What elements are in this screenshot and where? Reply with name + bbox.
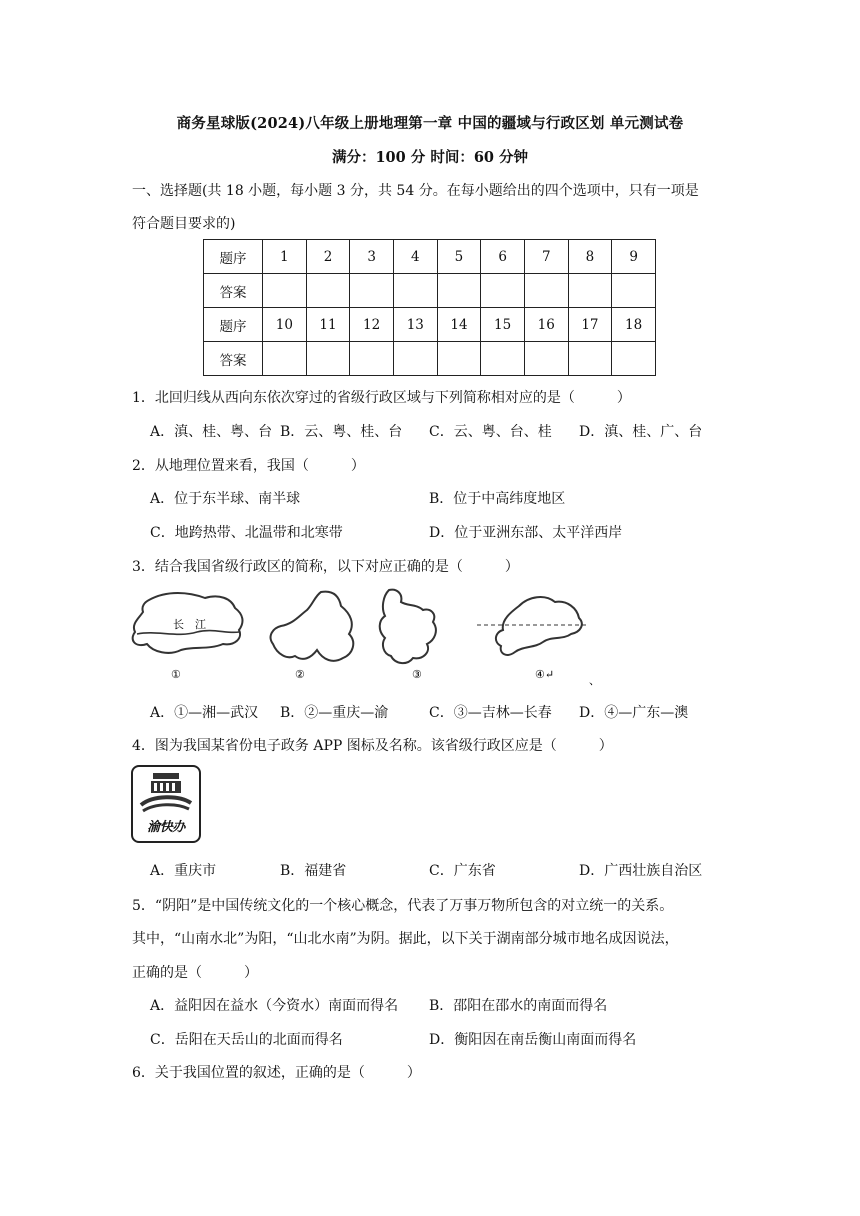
app-name-label: 渝快办: [147, 820, 185, 835]
question-5-stem-line3: 正确的是（ ）: [132, 965, 258, 981]
province-outline-maps: [127, 588, 600, 688]
app-icon-image: [131, 765, 201, 843]
map-trailing-mark: 、: [589, 674, 600, 687]
question-1-option-b[interactable]: B．云、粤、桂、台: [280, 424, 403, 440]
question-number: 8: [568, 240, 612, 274]
question-number: 18: [612, 308, 656, 342]
answer-cell[interactable]: [568, 342, 612, 376]
question-4-option-d[interactable]: D．广西壮族自治区: [579, 863, 703, 879]
question-5-option-b[interactable]: B．邵阳在邵水的南面而得名: [429, 998, 608, 1014]
table-row-label: 题序: [204, 240, 263, 274]
question-number: 14: [437, 308, 481, 342]
question-number: 1: [263, 240, 307, 274]
question-number: 3: [350, 240, 394, 274]
map-3-label: ③: [412, 668, 422, 681]
answer-cell[interactable]: [568, 274, 612, 308]
table-row: [204, 274, 656, 308]
answer-cell[interactable]: [306, 274, 350, 308]
answer-cell[interactable]: [612, 342, 656, 376]
table-row: [204, 308, 656, 342]
question-number: 11: [306, 308, 350, 342]
question-number: 2: [306, 240, 350, 274]
table-row-label: 答案: [204, 274, 263, 308]
question-2-option-c[interactable]: C．地跨热带、北温带和北寒带: [150, 525, 343, 541]
answer-cell[interactable]: [350, 274, 394, 308]
question-number: 9: [612, 240, 656, 274]
answer-cell[interactable]: [263, 342, 307, 376]
building-icon: [133, 767, 199, 817]
question-number: 5: [437, 240, 481, 274]
question-6-stem: 6．关于我国位置的叙述，正确的是（ ）: [132, 1065, 421, 1081]
table-row: [204, 342, 656, 376]
table-row-label: 题序: [204, 308, 263, 342]
answer-cell[interactable]: [524, 342, 568, 376]
question-5-stem-line1: 5．“阴阳”是中国传统文化的一个核心概念，代表了万事万物所包含的对立统一的关系。: [132, 898, 674, 914]
question-number: 4: [393, 240, 437, 274]
question-number: 6: [481, 240, 525, 274]
question-4-option-a[interactable]: A．重庆市: [150, 863, 217, 879]
page-title: 商务星球版(2024)八年级上册地理第一章 中国的疆域与行政区划 单元测试卷: [176, 115, 684, 132]
question-4-stem: 4．图为我国某省份电子政务 APP 图标及名称。该省级行政区应是（ ）: [132, 738, 613, 754]
question-5-option-a[interactable]: A．益阳因在益水（今资水）南面而得名: [150, 998, 399, 1014]
answer-cell[interactable]: [393, 342, 437, 376]
score-time-line: 满分：100 分 时间：60 分钟: [331, 149, 529, 166]
question-number: 16: [524, 308, 568, 342]
table-row: [204, 240, 656, 274]
map-4-label: ④↵: [535, 668, 555, 681]
question-2-option-a[interactable]: A．位于东半球、南半球: [150, 491, 301, 507]
answer-cell[interactable]: [350, 342, 394, 376]
question-5-stem-line2: 其中，“山南水北”为阳，“山北水南”为阴。据此，以下关于湖南部分城市地名成因说法，: [132, 931, 679, 947]
answer-cell[interactable]: [612, 274, 656, 308]
question-number: 7: [524, 240, 568, 274]
question-1-option-d[interactable]: D．滇、桂、广、台: [579, 424, 703, 440]
question-number: 10: [263, 308, 307, 342]
heilongjiang-outline: [380, 590, 436, 663]
answer-cell[interactable]: [263, 274, 307, 308]
question-4-option-b[interactable]: B．福建省: [280, 863, 347, 879]
answer-cell[interactable]: [393, 274, 437, 308]
question-5-option-d[interactable]: D．衡阳因在南岳衡山南面而得名: [429, 1032, 637, 1048]
table-row-label: 答案: [204, 342, 263, 376]
answer-cell[interactable]: [437, 342, 481, 376]
question-3-option-b[interactable]: B．②—重庆—渝: [280, 705, 389, 721]
question-3-option-c[interactable]: C．③—吉林—长春: [429, 705, 552, 721]
answer-cell[interactable]: [481, 274, 525, 308]
map-river-label: 长 江: [173, 618, 206, 631]
question-3-option-d[interactable]: D．④—广东—澳: [579, 705, 689, 721]
question-1-stem: 1．北回归线从西向东依次穿过的省级行政区域与下列简称相对应的是（ ）: [132, 390, 631, 406]
answer-cell[interactable]: [306, 342, 350, 376]
section-intro-line1: 一、选择题(共 18 小题，每小题 3 分，共 54 分。在每小题给出的四个选项中，只有一项是: [132, 183, 699, 199]
question-4-option-c[interactable]: C．广东省: [429, 863, 496, 879]
section-intro-line2: 符合题目要求的): [132, 216, 236, 232]
question-3-option-a[interactable]: A．①—湘—武汉: [150, 705, 259, 721]
answer-cell[interactable]: [437, 274, 481, 308]
question-3-stem: 3．结合我国省级行政区的简称，以下对应正确的是（ ）: [132, 559, 519, 575]
answer-cell[interactable]: [524, 274, 568, 308]
answer-table: [203, 239, 656, 376]
map-1-label: ①: [171, 668, 181, 681]
question-number: 17: [568, 308, 612, 342]
question-number: 13: [393, 308, 437, 342]
map-2-label: ②: [295, 668, 305, 681]
guangdong-outline: [496, 597, 582, 655]
question-2-option-d[interactable]: D．位于亚洲东部、太平洋西岸: [429, 525, 623, 541]
question-number: 15: [481, 308, 525, 342]
yangtze-river-line: [137, 631, 239, 635]
question-2-stem: 2．从地理位置来看，我国（ ）: [132, 458, 365, 474]
province-maps-figure: [127, 588, 600, 688]
question-1-option-c[interactable]: C．云、粤、台、桂: [429, 424, 552, 440]
question-number: 12: [350, 308, 394, 342]
question-1-option-a[interactable]: A．滇、桂、粤、台: [150, 424, 273, 440]
answer-cell[interactable]: [481, 342, 525, 376]
question-2-option-b[interactable]: B．位于中高纬度地区: [429, 491, 566, 507]
question-5-option-c[interactable]: C．岳阳在天岳山的北面而得名: [150, 1032, 343, 1048]
chongqing-outline: [271, 592, 354, 661]
